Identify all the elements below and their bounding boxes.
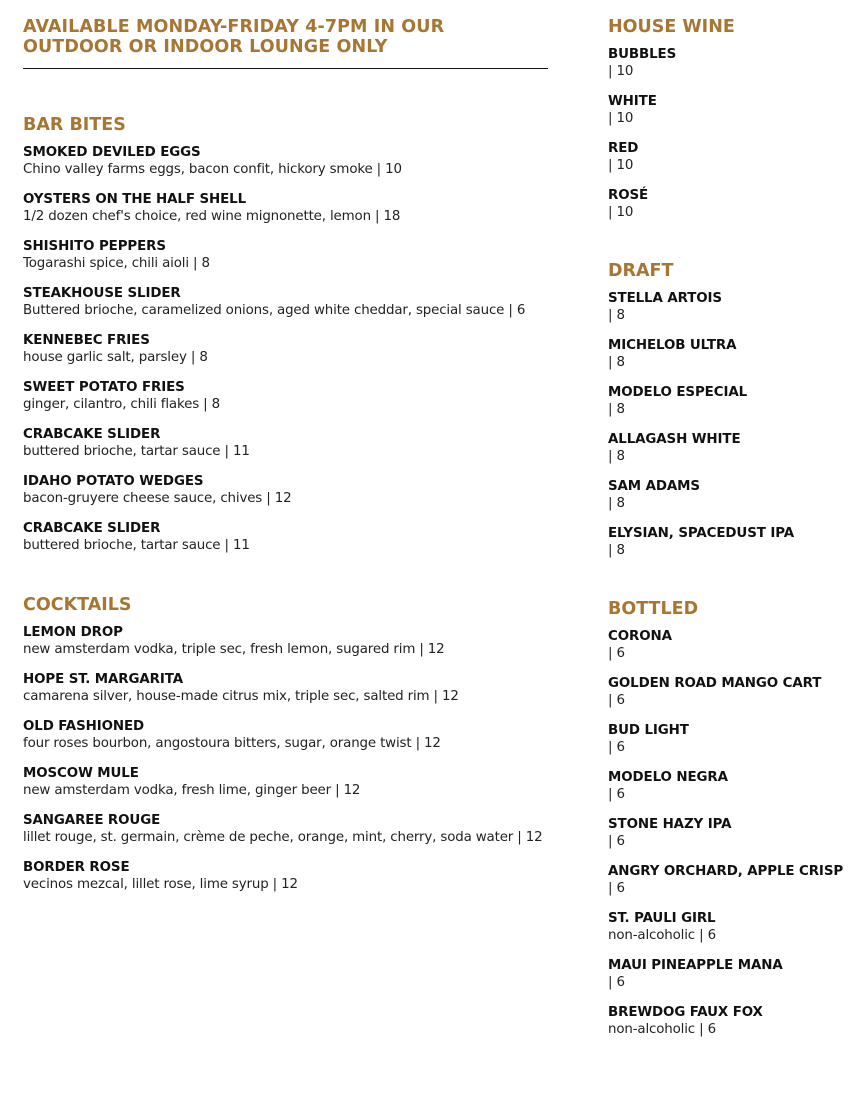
item-description: | 6: [608, 881, 625, 896]
menu-item: [608, 187, 858, 222]
item-description: | 6: [608, 834, 625, 849]
menu-item: [608, 525, 858, 560]
section-title-cocktails: COCKTAILS: [23, 595, 132, 615]
item-description: | 8: [608, 355, 625, 370]
section-cocktails: [23, 595, 548, 894]
menu-item: [23, 285, 548, 320]
section-title-bar-bites: BAR BITES: [23, 115, 126, 135]
item-description: | 8: [608, 308, 625, 323]
menu-item: [608, 478, 858, 513]
item-description: | 6: [608, 646, 625, 661]
item-name: SWEET POTATO FRIES: [23, 380, 185, 395]
item-name: STONE HAZY IPA: [608, 817, 732, 832]
item-name: STELLA ARTOIS: [608, 291, 722, 306]
item-description: new amsterdam vodka, triple sec, fresh lemon, sugared rim | 12: [23, 642, 445, 657]
item-name: IDAHO POTATO WEDGES: [23, 474, 204, 489]
section-house-wine: [608, 17, 858, 222]
menu-item: [608, 290, 858, 325]
item-name: MODELO ESPECIAL: [608, 385, 748, 400]
menu-item: [608, 431, 858, 466]
section-draft: [608, 261, 858, 560]
menu-item: [608, 628, 858, 663]
item-description: Chino valley farms eggs, bacon confit, hickory smoke | 10: [23, 162, 402, 177]
menu-item: [608, 675, 858, 710]
section-title-draft: DRAFT: [608, 261, 674, 281]
item-name: SMOKED DEVILED EGGS: [23, 145, 201, 160]
menu-item: [23, 379, 548, 414]
item-description: ginger, cilantro, chili flakes | 8: [23, 397, 220, 412]
item-name: ROSÉ: [608, 188, 649, 203]
menu-item: [608, 46, 858, 81]
item-description: | 10: [608, 64, 634, 79]
item-name: STEAKHOUSE SLIDER: [23, 286, 181, 301]
menu-item: [23, 332, 548, 367]
section-bar-bites: [23, 115, 548, 555]
item-description: house garlic salt, parsley | 8: [23, 350, 208, 365]
item-name: GOLDEN ROAD MANGO CART: [608, 676, 822, 691]
menu-item: [608, 337, 858, 372]
item-name: LEMON DROP: [23, 625, 123, 640]
item-description: | 8: [608, 402, 625, 417]
item-description: buttered brioche, tartar sauce | 11: [23, 444, 250, 459]
item-description: new amsterdam vodka, fresh lime, ginger beer | 12: [23, 783, 361, 798]
item-description: non-alcoholic | 6: [608, 928, 716, 943]
item-description: | 10: [608, 158, 634, 173]
menu-item: [23, 671, 548, 706]
item-description: | 10: [608, 205, 634, 220]
item-description: Togarashi spice, chili aioli | 8: [23, 256, 210, 271]
item-description: bacon-gruyere cheese sauce, chives | 12: [23, 491, 292, 506]
item-description: | 8: [608, 496, 625, 511]
menu-item: [608, 722, 858, 757]
item-description: vecinos mezcal, lillet rose, lime syrup | 12: [23, 877, 298, 892]
section-title-bottled: BOTTLED: [608, 599, 699, 619]
item-name: SANGAREE ROUGE: [23, 813, 161, 828]
item-name: BREWDOG FAUX FOX: [608, 1005, 763, 1020]
item-description: four roses bourbon, angostoura bitters, sugar, orange twist | 12: [23, 736, 441, 751]
item-name: OYSTERS ON THE HALF SHELL: [23, 192, 247, 207]
item-name: BORDER ROSE: [23, 860, 130, 875]
right-column: [608, 17, 858, 1051]
item-name: CORONA: [608, 629, 672, 644]
item-description: | 6: [608, 740, 625, 755]
item-description: camarena silver, house-made citrus mix, triple sec, salted rim | 12: [23, 689, 459, 704]
menu-item: [23, 624, 548, 659]
item-description: Buttered brioche, caramelized onions, aged white cheddar, special sauce | 6: [23, 303, 526, 318]
item-description: | 8: [608, 449, 625, 464]
item-description: non-alcoholic | 6: [608, 1022, 716, 1037]
item-name: SAM ADAMS: [608, 479, 700, 494]
section-title-house-wine: HOUSE WINE: [608, 17, 735, 37]
menu-item: [608, 957, 858, 992]
section-bottled: [608, 599, 858, 1039]
menu-item: [608, 384, 858, 419]
item-name: OLD FASHIONED: [23, 719, 145, 734]
item-name: ELYSIAN, SPACEDUST IPA: [608, 526, 794, 541]
item-description: | 8: [608, 543, 625, 558]
menu-item: [608, 140, 858, 175]
menu-item: [23, 473, 548, 508]
item-name: BUBBLES: [608, 47, 677, 62]
left-column: [23, 17, 548, 906]
item-description: | 6: [608, 693, 625, 708]
menu-item: [23, 859, 548, 894]
item-description: lillet rouge, st. germain, crème de peche, orange, mint, cherry, soda water | 12: [23, 830, 543, 845]
item-name: ST. PAULI GIRL: [608, 911, 716, 926]
menu-item: [23, 426, 548, 461]
item-description: 1/2 dozen chef's choice, red wine mignonette, lemon | 18: [23, 209, 401, 224]
item-name: MICHELOB ULTRA: [608, 338, 737, 353]
menu-item: [23, 520, 548, 555]
item-name: CRABCAKE SLIDER: [23, 521, 161, 536]
menu-item: [23, 191, 548, 226]
menu-item: [608, 863, 858, 898]
menu-item: [608, 816, 858, 851]
item-description: | 6: [608, 787, 625, 802]
availability-notice: AVAILABLE MONDAY-FRIDAY 4-7PM IN OUR OUTDOOR OR INDOOR LOUNGE ONLY: [23, 17, 445, 57]
item-name: KENNEBEC FRIES: [23, 333, 150, 348]
menu-item: [608, 1004, 858, 1039]
item-name: MOSCOW MULE: [23, 766, 139, 781]
menu-item: [23, 718, 548, 753]
item-name: MAUI PINEAPPLE MANA: [608, 958, 783, 973]
item-name: SHISHITO PEPPERS: [23, 239, 166, 254]
item-name: BUD LIGHT: [608, 723, 689, 738]
item-name: HOPE ST. MARGARITA: [23, 672, 184, 687]
menu-item: [608, 910, 858, 945]
divider-rule: [23, 68, 548, 69]
item-name: ANGRY ORCHARD, APPLE CRISP: [608, 864, 844, 879]
menu-item: [608, 93, 858, 128]
item-name: ALLAGASH WHITE: [608, 432, 741, 447]
menu-item: [23, 144, 548, 179]
item-name: WHITE: [608, 94, 657, 109]
item-description: | 10: [608, 111, 634, 126]
item-description: buttered brioche, tartar sauce | 11: [23, 538, 250, 553]
menu-item: [23, 765, 548, 800]
item-name: MODELO NEGRA: [608, 770, 728, 785]
item-description: | 6: [608, 975, 625, 990]
item-name: RED: [608, 141, 639, 156]
menu-item: [608, 769, 858, 804]
item-name: CRABCAKE SLIDER: [23, 427, 161, 442]
menu-item: [23, 812, 548, 847]
menu-item: [23, 238, 548, 273]
